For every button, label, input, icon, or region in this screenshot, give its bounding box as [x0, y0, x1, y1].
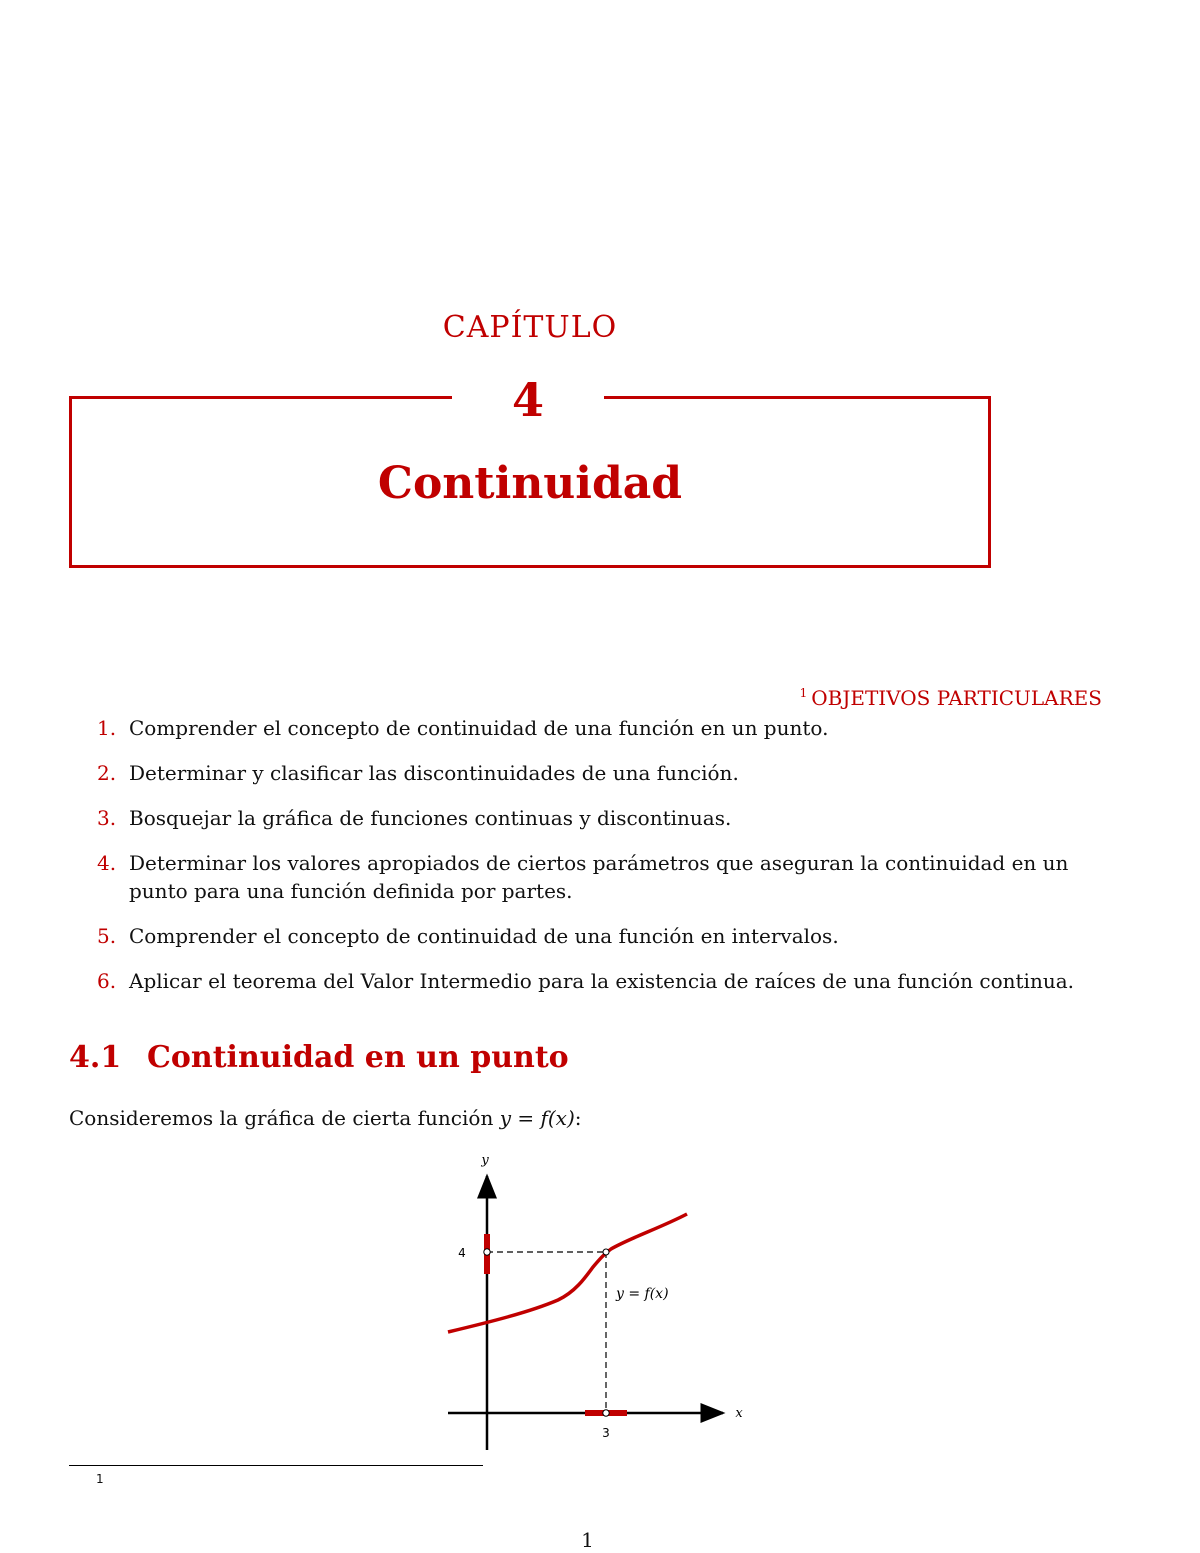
chapter-title: Continuidad — [377, 458, 683, 509]
objective-number: 5. — [97, 924, 117, 948]
function-graph-figure — [430, 1150, 770, 1460]
objectives-list — [97, 714, 1102, 1012]
objective-number: 2. — [97, 761, 117, 785]
intro-suffix: : — [574, 1106, 582, 1130]
intro-paragraph — [69, 1106, 582, 1130]
page-number: 1 — [581, 1528, 594, 1552]
x-axis-label: x — [735, 1406, 743, 1421]
objectives-heading-text: OBJETIVOS PARTICULARES — [811, 686, 1102, 710]
objective-text: Determinar y clasificar las discontinuidades de una función. — [129, 761, 739, 785]
y-tick-label: 4 — [458, 1246, 466, 1260]
objective-text: Comprender el concepto de continuidad de una función en un punto. — [129, 716, 829, 740]
intro-text: Consideremos la gráfica de cierta función — [69, 1106, 494, 1130]
footnote-reference: 1 — [799, 686, 808, 700]
objective-item — [97, 922, 1102, 950]
curve-point — [603, 1249, 609, 1255]
objective-text: Bosquejar la gráfica de funciones continuas y discontinuas. — [129, 806, 732, 830]
objective-number: 6. — [97, 969, 117, 993]
objective-text: Comprender el concepto de continuidad de una función en intervalos. — [129, 924, 839, 948]
y-point — [484, 1249, 490, 1255]
chapter-label: CAPÍTULO — [442, 310, 618, 345]
objective-item — [97, 759, 1102, 787]
objective-text: Determinar los valores apropiados de ciertos parámetros que aseguran la continuidad en un punto para una función definida por partes. — [129, 851, 1069, 903]
section-title: Continuidad en un punto — [147, 1040, 569, 1075]
objective-number: 1. — [97, 716, 117, 740]
section-heading — [69, 1040, 569, 1075]
objective-item — [97, 714, 1102, 742]
chapter-number: 4 — [452, 372, 604, 428]
objective-number: 3. — [97, 806, 117, 830]
objective-number: 4. — [97, 851, 117, 875]
objectives-heading — [800, 686, 1102, 710]
objective-item — [97, 804, 1102, 832]
intro-math: y = f(x) — [499, 1106, 575, 1130]
objective-item — [97, 849, 1102, 905]
footnote-rule — [69, 1465, 483, 1466]
section-number: 4.1 — [69, 1040, 122, 1075]
x-point — [603, 1410, 609, 1416]
objective-text: Aplicar el teorema del Valor Intermedio para la existencia de raíces de una función continua. — [129, 969, 1074, 993]
curve-label: y = f(x) — [616, 1286, 669, 1302]
function-curve — [448, 1214, 687, 1332]
footnote-mark: 1 — [96, 1472, 104, 1486]
objective-item — [97, 967, 1102, 995]
x-tick-label: 3 — [602, 1426, 610, 1440]
y-axis-label: y — [481, 1153, 489, 1168]
